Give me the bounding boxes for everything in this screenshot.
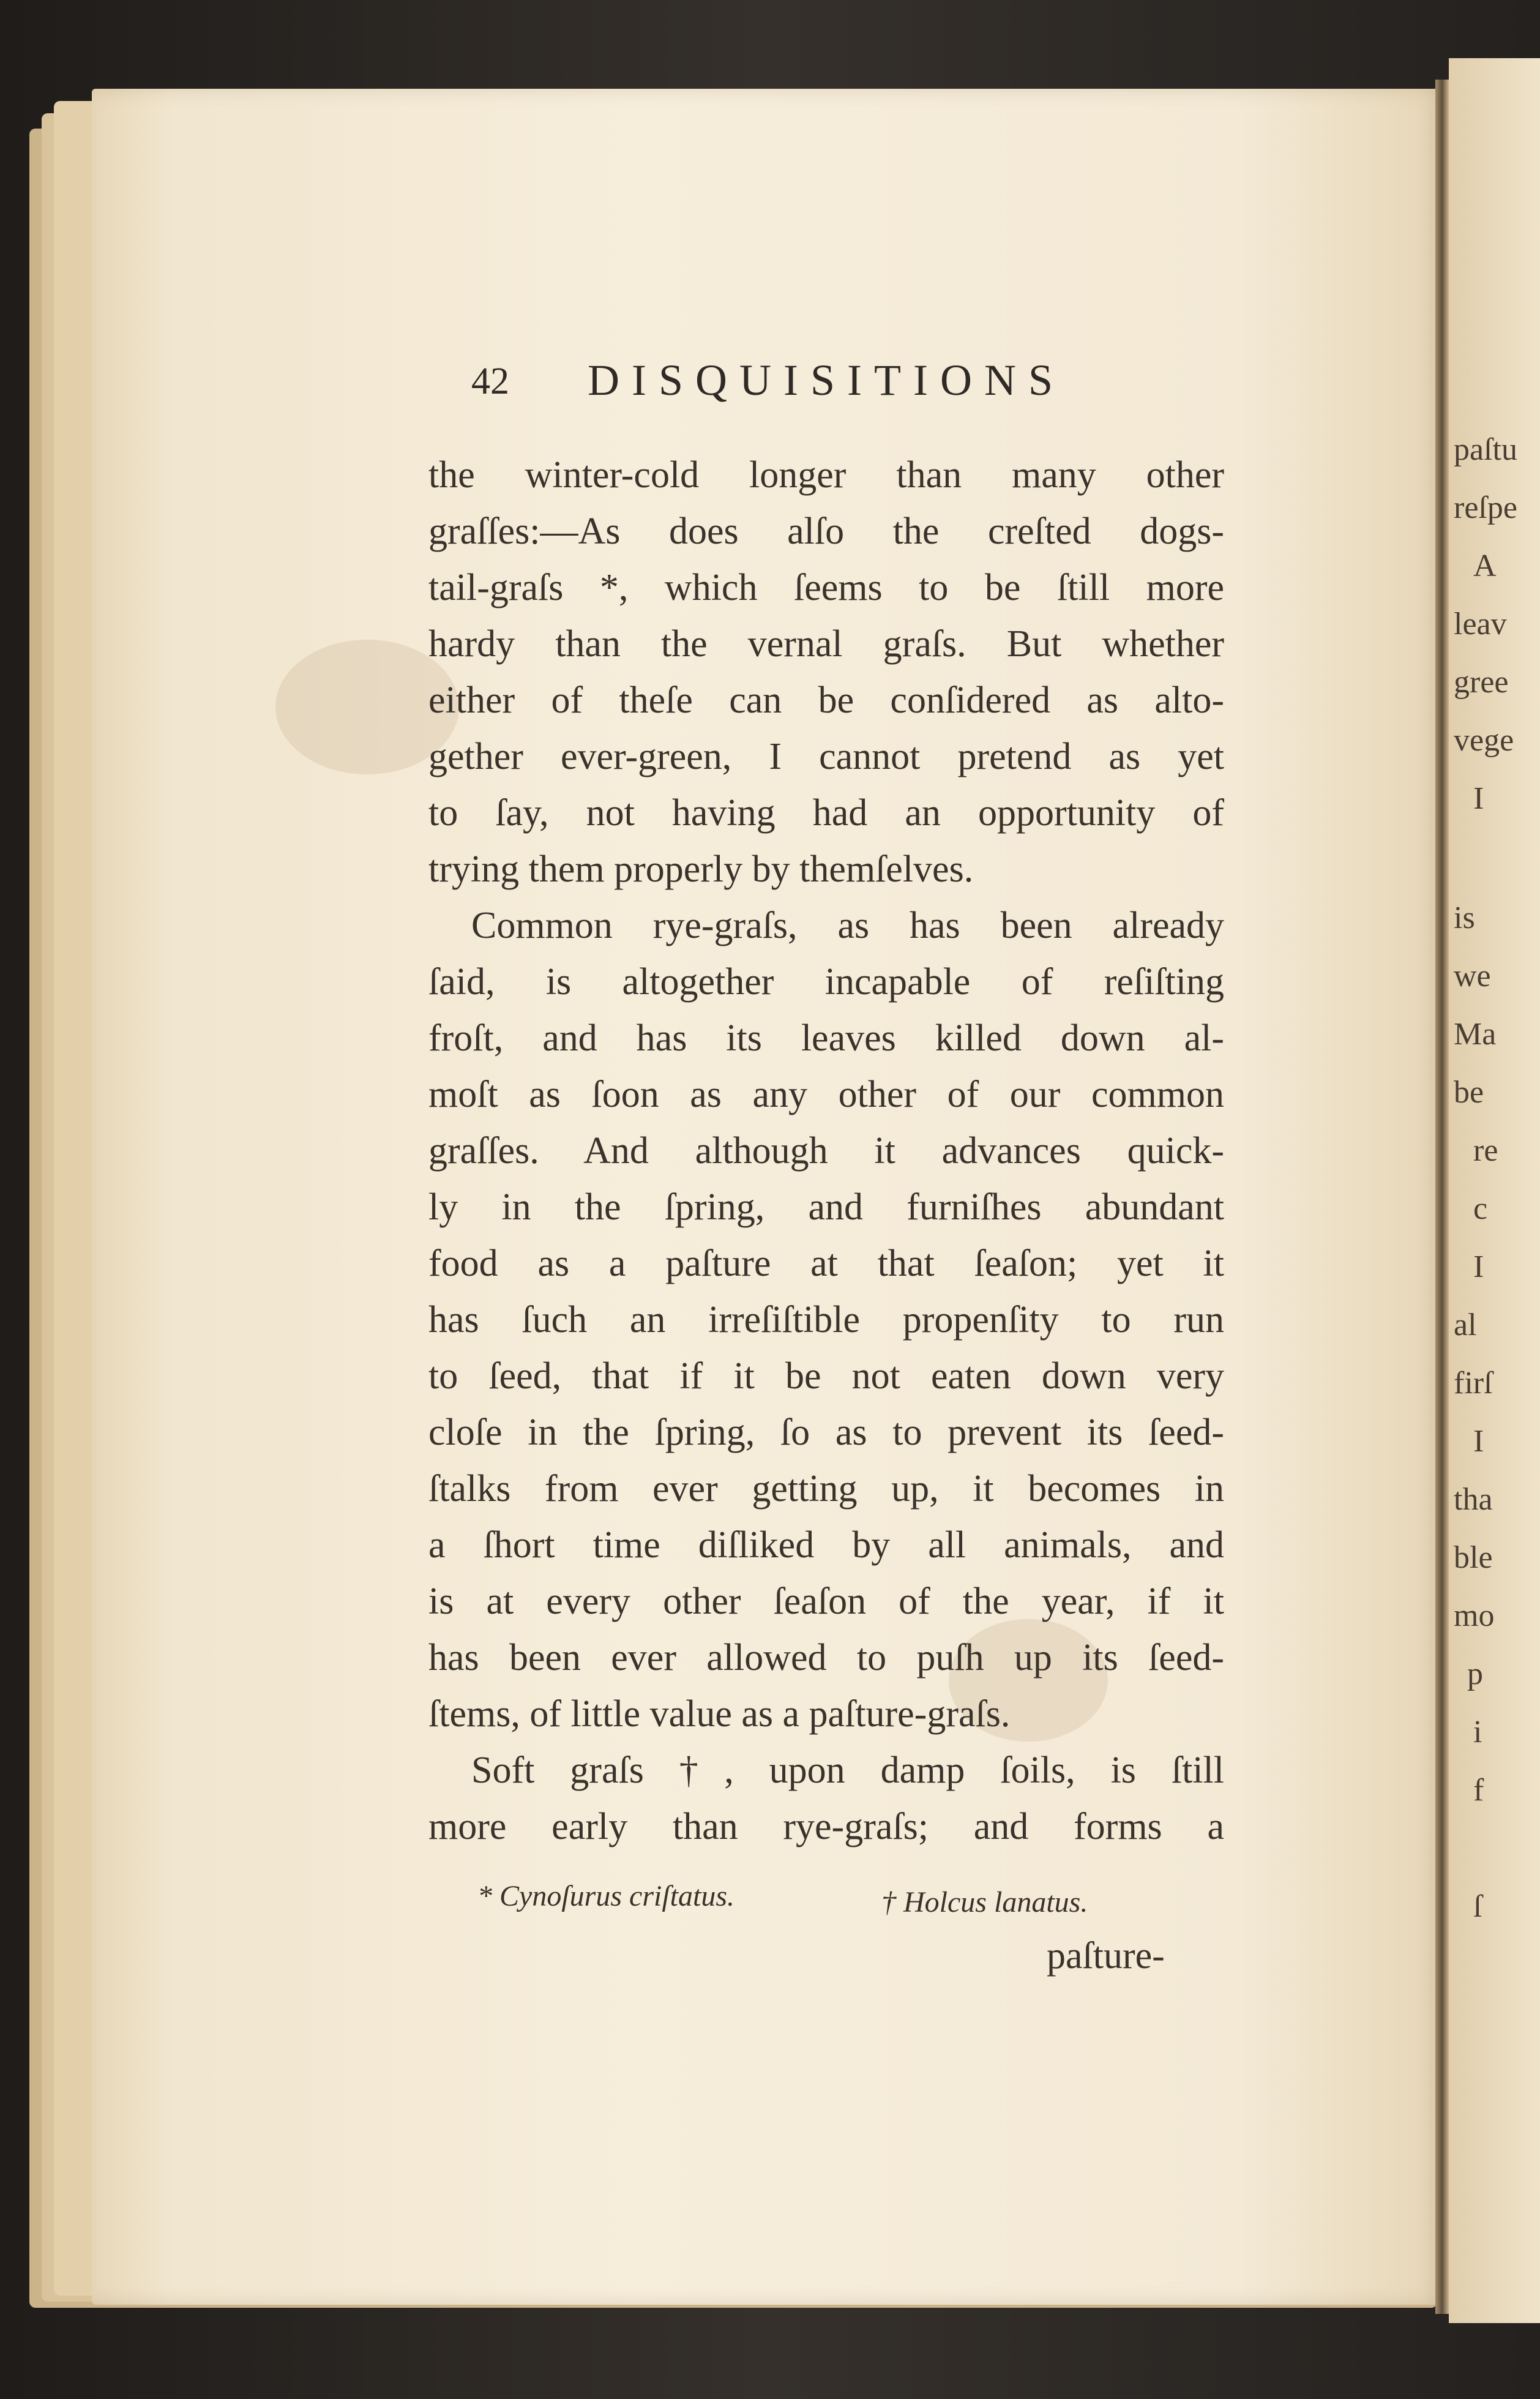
footnote-cynosurus: * Cynoſurus criſtatus. — [477, 1880, 735, 1912]
text-line: is at every other ſeaſon of the year, if it — [428, 1581, 1224, 1622]
text-line: ſtalks from ever getting up, it becomes in — [428, 1468, 1224, 1510]
facing-fragment: I — [1473, 1249, 1484, 1284]
facing-fragment: leav — [1454, 607, 1507, 642]
facing-fragment: ble — [1454, 1540, 1493, 1575]
facing-fragment: tha — [1454, 1482, 1493, 1517]
book-gutter — [1435, 80, 1449, 2314]
facing-fragment: ſ — [1473, 1889, 1482, 1924]
text-line: froſt, and has its leaves killed down al- — [428, 1017, 1224, 1059]
facing-fragment: i — [1473, 1715, 1482, 1750]
text-line: Soft graſs †, upon damp ſoils, is ſtill — [471, 1750, 1224, 1791]
facing-fragment: firſ — [1454, 1366, 1493, 1401]
text-line: to ſeed, that if it be not eaten down very — [428, 1355, 1224, 1397]
text-line: ſtems, of little value as a paſture-graſs. — [428, 1693, 1011, 1735]
facing-fragment: gree — [1454, 665, 1509, 700]
facing-fragment: f — [1473, 1773, 1484, 1808]
facing-page — [1449, 58, 1540, 2323]
catchword: paſture- — [1047, 1935, 1165, 1977]
text-line: food as a paſture at that ſeaſon; yet it — [428, 1243, 1224, 1284]
facing-fragment: is — [1454, 900, 1475, 935]
facing-fragment: p — [1467, 1656, 1483, 1691]
footnote-holcus: † Holcus lanatus. — [881, 1886, 1088, 1918]
text-line: to ſay, not having had an opportunity of — [428, 792, 1224, 834]
facing-fragment: Ma — [1454, 1017, 1497, 1052]
text-line: tail-graſs *, which ſeems to be ſtill more — [428, 567, 1224, 608]
running-title: DISQUISITIONS — [588, 356, 1065, 405]
running-head — [471, 355, 1206, 410]
facing-fragment: vege — [1454, 723, 1514, 758]
text-line: a ſhort time diſliked by all animals, and — [428, 1524, 1224, 1566]
text-line: graſſes. And although it advances quick- — [428, 1130, 1224, 1172]
facing-fragment: c — [1473, 1191, 1488, 1226]
facing-fragment: reſpe — [1454, 490, 1517, 525]
facing-fragment: re — [1473, 1133, 1498, 1168]
text-line: moſt as ſoon as any other of our common — [428, 1074, 1224, 1115]
facing-fragment: mo — [1454, 1598, 1495, 1633]
text-line: has been ever allowed to puſh up its ſeed- — [428, 1637, 1224, 1679]
text-line: has ſuch an irreſiſtible propenſity to run — [428, 1299, 1224, 1341]
text-line: ſaid, is altogether incapable of reſiſting — [428, 961, 1224, 1003]
text-line: gether ever-green, I cannot pretend as yet — [428, 736, 1224, 777]
footnotes — [477, 1873, 1212, 1928]
facing-fragment: I — [1473, 1424, 1484, 1459]
page-number: 42 — [471, 361, 509, 402]
facing-fragment: paſtu — [1454, 432, 1517, 467]
text-line: either of theſe can be conſidered as alto- — [428, 679, 1224, 721]
text-line: cloſe in the ſpring, ſo as to prevent its ſeed- — [428, 1412, 1224, 1453]
text-line: graſſes:—As does alſo the creſted dogs- — [428, 511, 1224, 552]
text-line: trying them properly by themſelves. — [428, 848, 974, 890]
text-line: more early than rye-graſs; and forms a — [428, 1806, 1224, 1847]
facing-fragment: al — [1454, 1308, 1477, 1342]
body-text — [428, 447, 1224, 1855]
facing-fragment: A — [1473, 548, 1497, 583]
text-line: ly in the ſpring, and furniſhes abundant — [428, 1186, 1224, 1228]
text-line: the winter-cold longer than many other — [428, 454, 1224, 496]
facing-fragment: be — [1454, 1075, 1484, 1110]
text-line: hardy than the vernal graſs. But whether — [428, 623, 1224, 665]
facing-fragment: we — [1454, 959, 1491, 994]
text-line: Common rye-graſs, as has been already — [471, 905, 1224, 946]
facing-fragment: I — [1473, 781, 1484, 816]
